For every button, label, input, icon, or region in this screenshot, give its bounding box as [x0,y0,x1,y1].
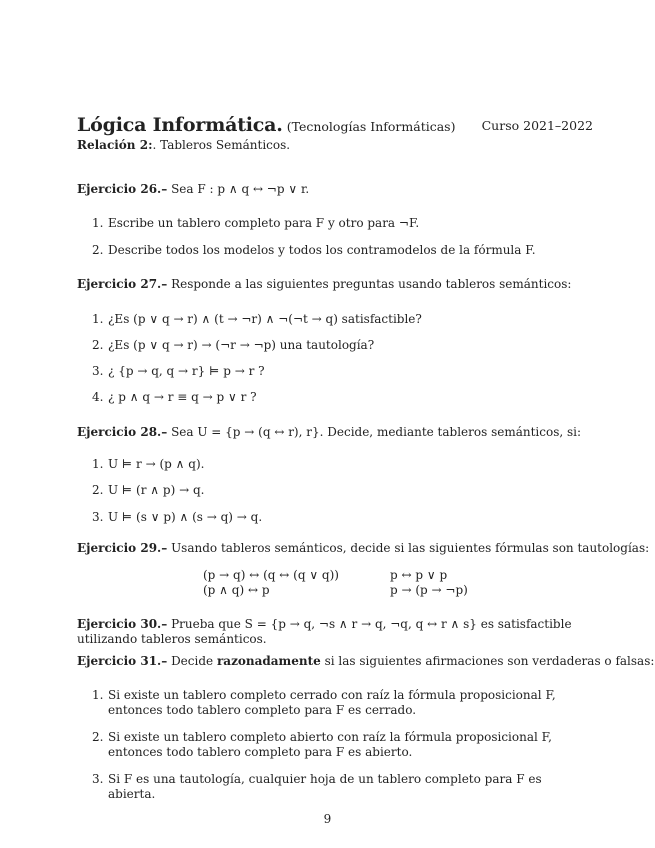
item-text: Describe todos los modelos y todos los contramodelos de la fórmula F. [108,243,536,257]
list-item [92,510,262,524]
exercise-30 [77,617,587,647]
item-number: 2. [92,338,104,352]
item-number: 3. [92,772,104,786]
exercise-text: Usando tableros semánticos, decide si las siguientes fórmulas son tautologías: [171,541,650,555]
relation-label: Relación 2: [77,138,153,152]
item-text: ¿ {p → q, q → r} ⊨ p → r ? [108,364,265,378]
exercise-26-heading [77,182,309,196]
formula-right-1: p ↔ p ∨ p [390,568,448,582]
list-item [92,312,422,326]
title-subtitle: (Tecnologías Informáticas) [286,119,456,134]
exercise-29-heading [77,541,649,555]
item-text: U ⊨ r → (p ∧ q). [108,457,205,471]
title-text: Lógica Informática. [77,114,283,136]
document-title [77,114,455,136]
list-item [92,364,265,378]
item-text: U ⊨ (s ∨ p) ∧ (s → q) → q. [108,510,263,524]
item-number: 1. [92,688,104,702]
item-text: U ⊨ (r ∧ p) → q. [108,483,205,497]
list-item [92,390,257,404]
item-text: ¿ p ∧ q → r ≡ q → p ∨ r ? [108,390,257,404]
item-number: 1. [92,457,104,471]
exercise-text: Decide [171,654,214,668]
item-number: 1. [92,312,104,326]
item-text: Si F es una tautología, cualquier hoja de un tablero completo para F es abierta. [108,772,542,801]
item-number: 2. [92,730,104,744]
page-number: 9 [323,812,332,826]
exercise-31-heading [77,654,654,668]
exercise-label: Ejercicio 29.– [77,541,168,555]
exercise-label: Ejercicio 26.– [77,182,168,196]
formula-left-1: (p → q) ↔ (q ↔ (q ∨ q)) [203,568,339,582]
list-item [92,772,579,802]
item-number: 3. [92,364,104,378]
exercise-28-heading [77,425,581,439]
exercise-text: si las siguientes afirmaciones son verdaderas o falsas: [324,654,655,668]
course-label: Curso 2021–2022 [481,118,593,133]
item-number: 3. [92,510,104,524]
list-item [92,338,374,352]
item-number: 2. [92,243,104,257]
exercise-text: Responde a las siguientes preguntas usando tableros semánticos: [171,277,572,291]
exercise-label: Ejercicio 28.– [77,425,168,439]
exercise-label: Ejercicio 30.– [77,617,168,631]
list-item [92,483,204,497]
item-number: 1. [92,216,104,230]
exercise-27-heading [77,277,571,291]
item-text: Si existe un tablero completo abierto con raíz la fórmula proposicional F, entonces todo tablero completo para F es abierto. [108,730,552,759]
formula-right-2: p → (p → ¬p) [390,583,468,597]
formula-left-2: (p ∧ q) ↔ p [203,583,270,597]
item-text: Escribe un tablero completo para F y otro para ¬F. [108,216,420,230]
exercise-label: Ejercicio 27.– [77,277,168,291]
item-text: Si existe un tablero completo cerrado con raíz la fórmula proposicional F, entonces todo tablero completo para F es cerrado. [108,688,556,717]
list-item [92,730,579,760]
item-number: 4. [92,390,104,404]
exercise-text: Prueba que S = {p → q, ¬s ∧ r → q, ¬q, q ↔ r ∧ s} es satisfactible utilizando tableros semánticos. [77,617,572,646]
list-item [92,216,419,230]
exercise-label: Ejercicio 31.– [77,654,168,668]
list-item [92,688,579,718]
item-text: ¿Es (p ∨ q → r) → (¬r → ¬p) una tautología? [108,338,375,352]
item-text: ¿Es (p ∨ q → r) ∧ (t → ¬r) ∧ ¬(¬t → q) satisfactible? [108,312,422,326]
exercise-emphasis: razonadamente [216,654,321,668]
exercise-text: Sea U = {p → (q ↔ r), r}. Decide, mediante tableros semánticos, si: [171,425,582,439]
list-item [92,243,536,257]
relation-heading [77,138,290,152]
item-number: 2. [92,483,104,497]
list-item [92,457,204,471]
exercise-text: Sea F : p ∧ q ↔ ¬p ∨ r. [171,182,310,196]
relation-text: . Tableros Semánticos. [152,138,291,152]
